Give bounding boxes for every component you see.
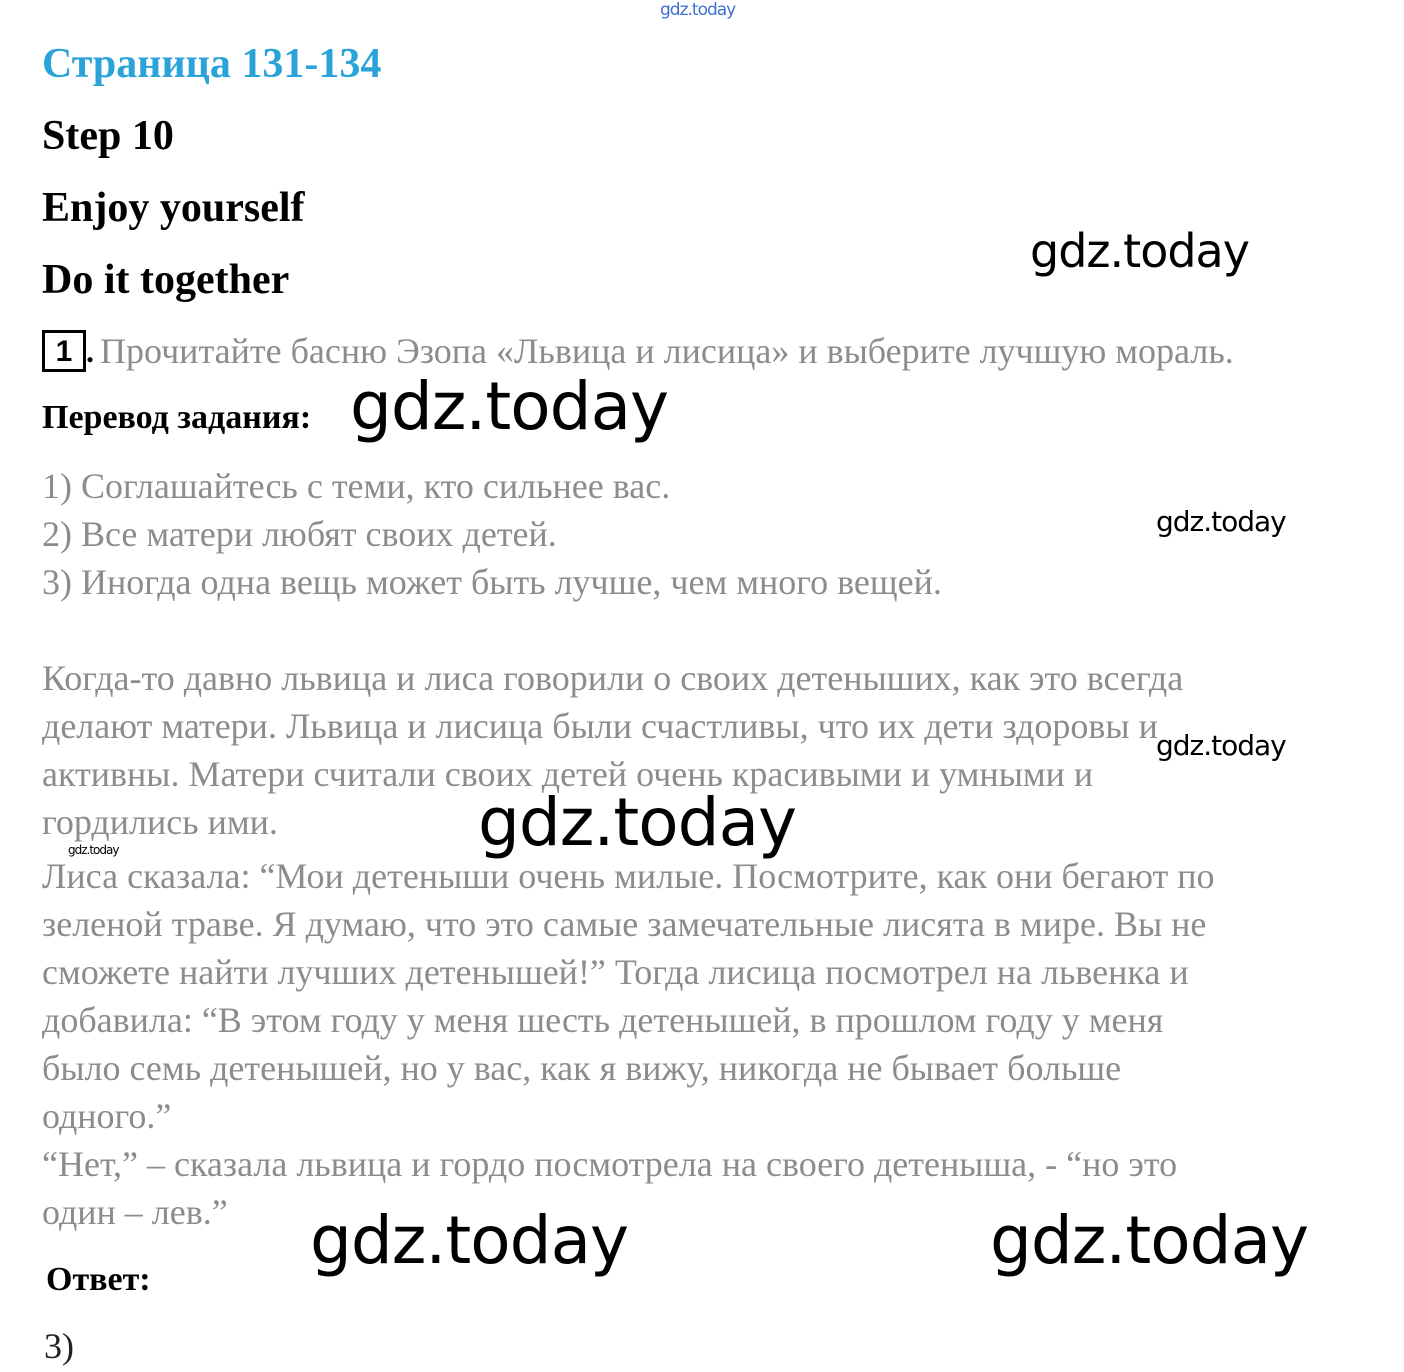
watermark: gdz.today (68, 843, 119, 857)
answer-value: 3) (44, 1326, 74, 1366)
story-line: “Нет,” – сказала львица и гордо посмотрела на своего детеныша, - “но это (42, 1144, 1178, 1184)
story-line: Лиса сказала: “Мои детеныши очень милые. Посмотрите, как они бегают по (42, 856, 1215, 896)
story-line: сможете найти лучших детенышей!” Тогда лисица посмотрел на львенка и (42, 952, 1189, 992)
watermark: gdz.today (1030, 224, 1249, 278)
watermark: gdz.today (350, 368, 669, 445)
options-list (42, 462, 942, 606)
story-text (42, 654, 1215, 1236)
section-heading: Enjoy yourself (42, 185, 305, 231)
task-number-box: 1 (42, 330, 86, 372)
page-title: Страница 131-134 (42, 41, 382, 87)
story-line: гордились ими. (42, 802, 278, 842)
answer-label: Ответ: (46, 1261, 151, 1298)
story-line: добавила: “В этом году у меня шесть детенышей, в прошлом году у меня (42, 1000, 1164, 1040)
story-line: Когда-то давно львица и лиса говорили о своих детеныших, как это всегда (42, 658, 1184, 698)
step-heading: Step 10 (42, 113, 174, 159)
story-line: один – лев.” (42, 1192, 228, 1232)
subsection-heading: Do it together (42, 257, 290, 303)
watermark: gdz.today (478, 784, 797, 861)
option-item: 3) Иногда одна вещь может быть лучше, чем много вещей. (42, 562, 942, 602)
translation-label: Перевод задания: (42, 399, 312, 436)
task-number-dot: . (86, 332, 94, 369)
task-instruction: Прочитайте басню Эзопа «Львица и лисица» и выберите лучшую мораль. (100, 331, 1234, 371)
watermark-top: gdz.today (660, 0, 736, 20)
watermark: gdz.today (990, 1202, 1309, 1279)
watermark: gdz.today (1156, 505, 1286, 538)
task-row (42, 327, 1234, 375)
story-line: было семь детенышей, но у вас, как я вижу, никогда не бывает больше (42, 1048, 1122, 1088)
story-line: делают матери. Львица и лисица были счастливы, что их дети здоровы и (42, 706, 1158, 746)
story-line: зеленой траве. Я думаю, что это самые замечательные лисята в мире. Вы не (42, 904, 1207, 944)
watermark: gdz.today (310, 1202, 629, 1279)
watermark: gdz.today (1156, 729, 1286, 762)
option-item: 2) Все матери любят своих детей. (42, 514, 557, 554)
option-item: 1) Соглашайтесь с теми, кто сильнее вас. (42, 466, 671, 506)
story-line: одного.” (42, 1096, 172, 1136)
story-line: активны. Матери считали своих детей очень красивыми и умными и (42, 754, 1094, 794)
